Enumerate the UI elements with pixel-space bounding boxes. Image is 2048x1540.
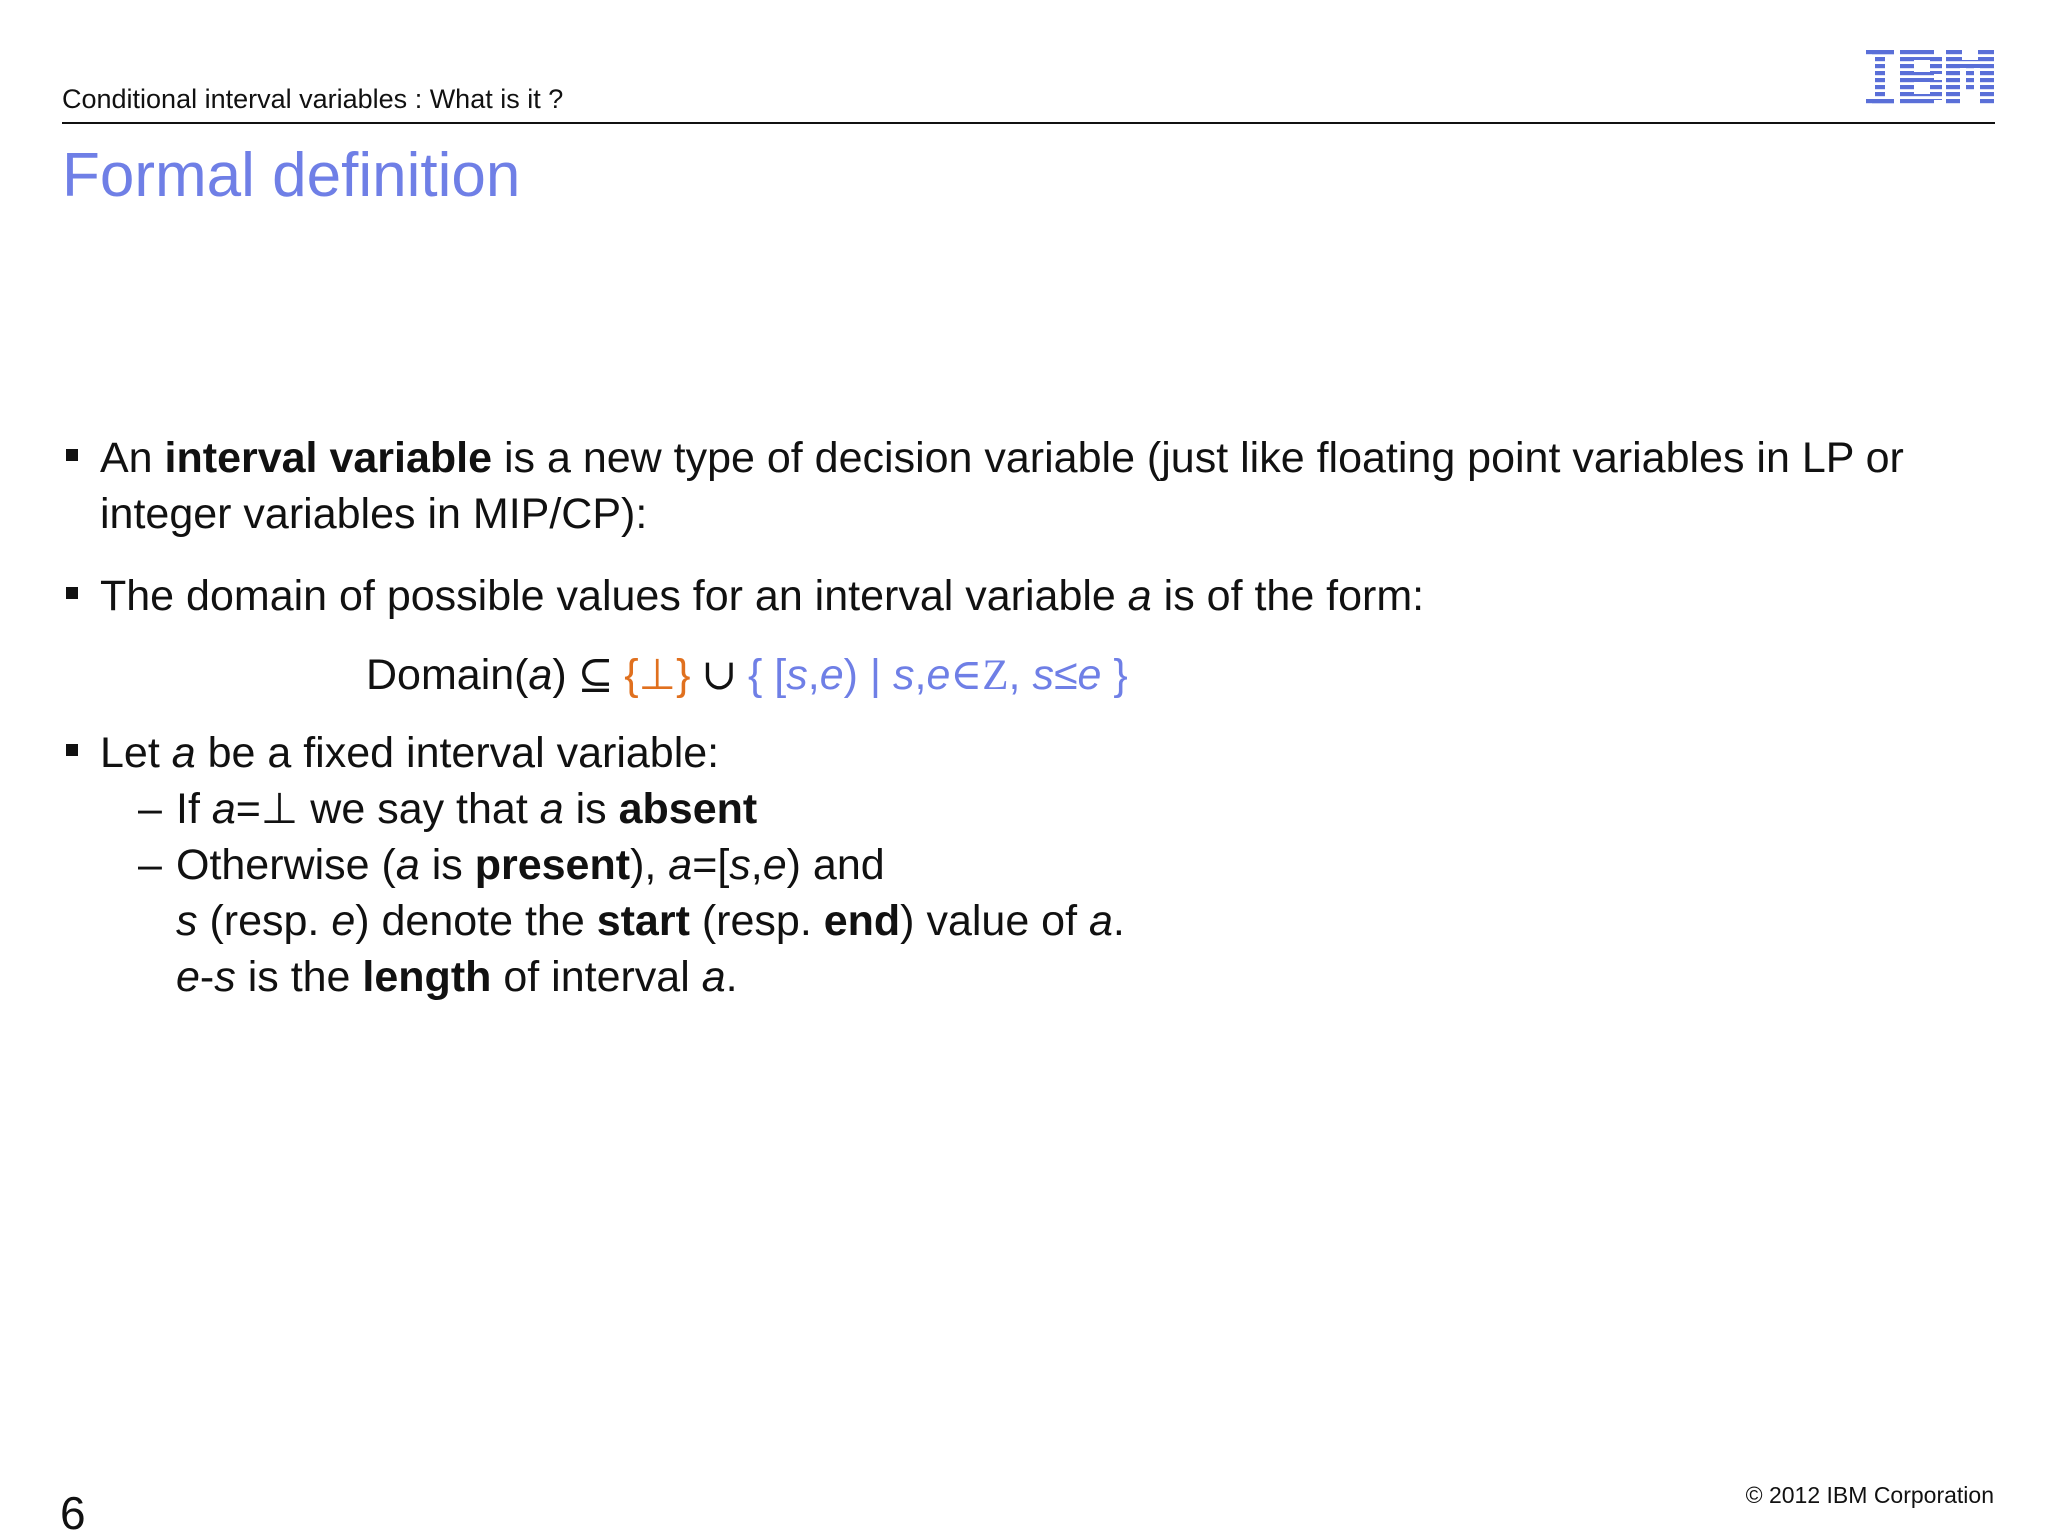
section-header: Conditional interval variables : What is it ? <box>62 84 564 114</box>
term-interval-variable: interval variable <box>164 434 493 482</box>
domain-formula: Domain(a) ⊆ {⊥} ∪ { [s,e) | s,e∈Z, s≤e } <box>366 651 1128 699</box>
term-end: end <box>823 897 901 945</box>
ibm-logo <box>1864 50 1996 106</box>
header-divider <box>62 122 1995 124</box>
start-end-definition: s (resp. e) denote the start (resp. end) value of a. <box>176 897 1125 945</box>
term-absent: absent <box>618 785 758 833</box>
bullet-square-icon <box>66 744 78 756</box>
sub-bullet-present: – Otherwise (a is present), a=[s,e) and <box>62 837 2002 893</box>
absent-set: {⊥} <box>624 651 691 699</box>
slide-title: Formal definition <box>62 141 521 210</box>
term-start: start <box>596 897 690 945</box>
dash-marker: – <box>138 841 162 889</box>
bullet-square-icon <box>66 449 78 461</box>
sub-bullet-absent: – If a=⊥ we say that a is absent <box>62 781 2002 837</box>
page-number: 6 <box>60 1487 86 1539</box>
dash-marker: – <box>138 785 162 833</box>
slide-body <box>62 430 2002 1005</box>
copyright-notice: © 2012 IBM Corporation <box>1745 1482 1994 1508</box>
length-definition: e-s is the length of interval a. <box>176 953 738 1001</box>
bullet-domain: The domain of possible values for an interval variable a is of the form: <box>62 568 2002 624</box>
term-length: length <box>362 953 492 1001</box>
bullet-fixed-interval: Let a be a fixed interval variable: <box>62 725 2002 781</box>
bullet-square-icon <box>66 587 78 599</box>
interval-set: { [s,e) | s,e∈Z, s≤e } <box>748 651 1128 699</box>
term-present: present <box>474 841 631 889</box>
bullet-interval-variable: An interval variable is a new type of decision variable (just like floating point variables in LP or integer variables in MIP/CP): <box>62 430 2002 542</box>
